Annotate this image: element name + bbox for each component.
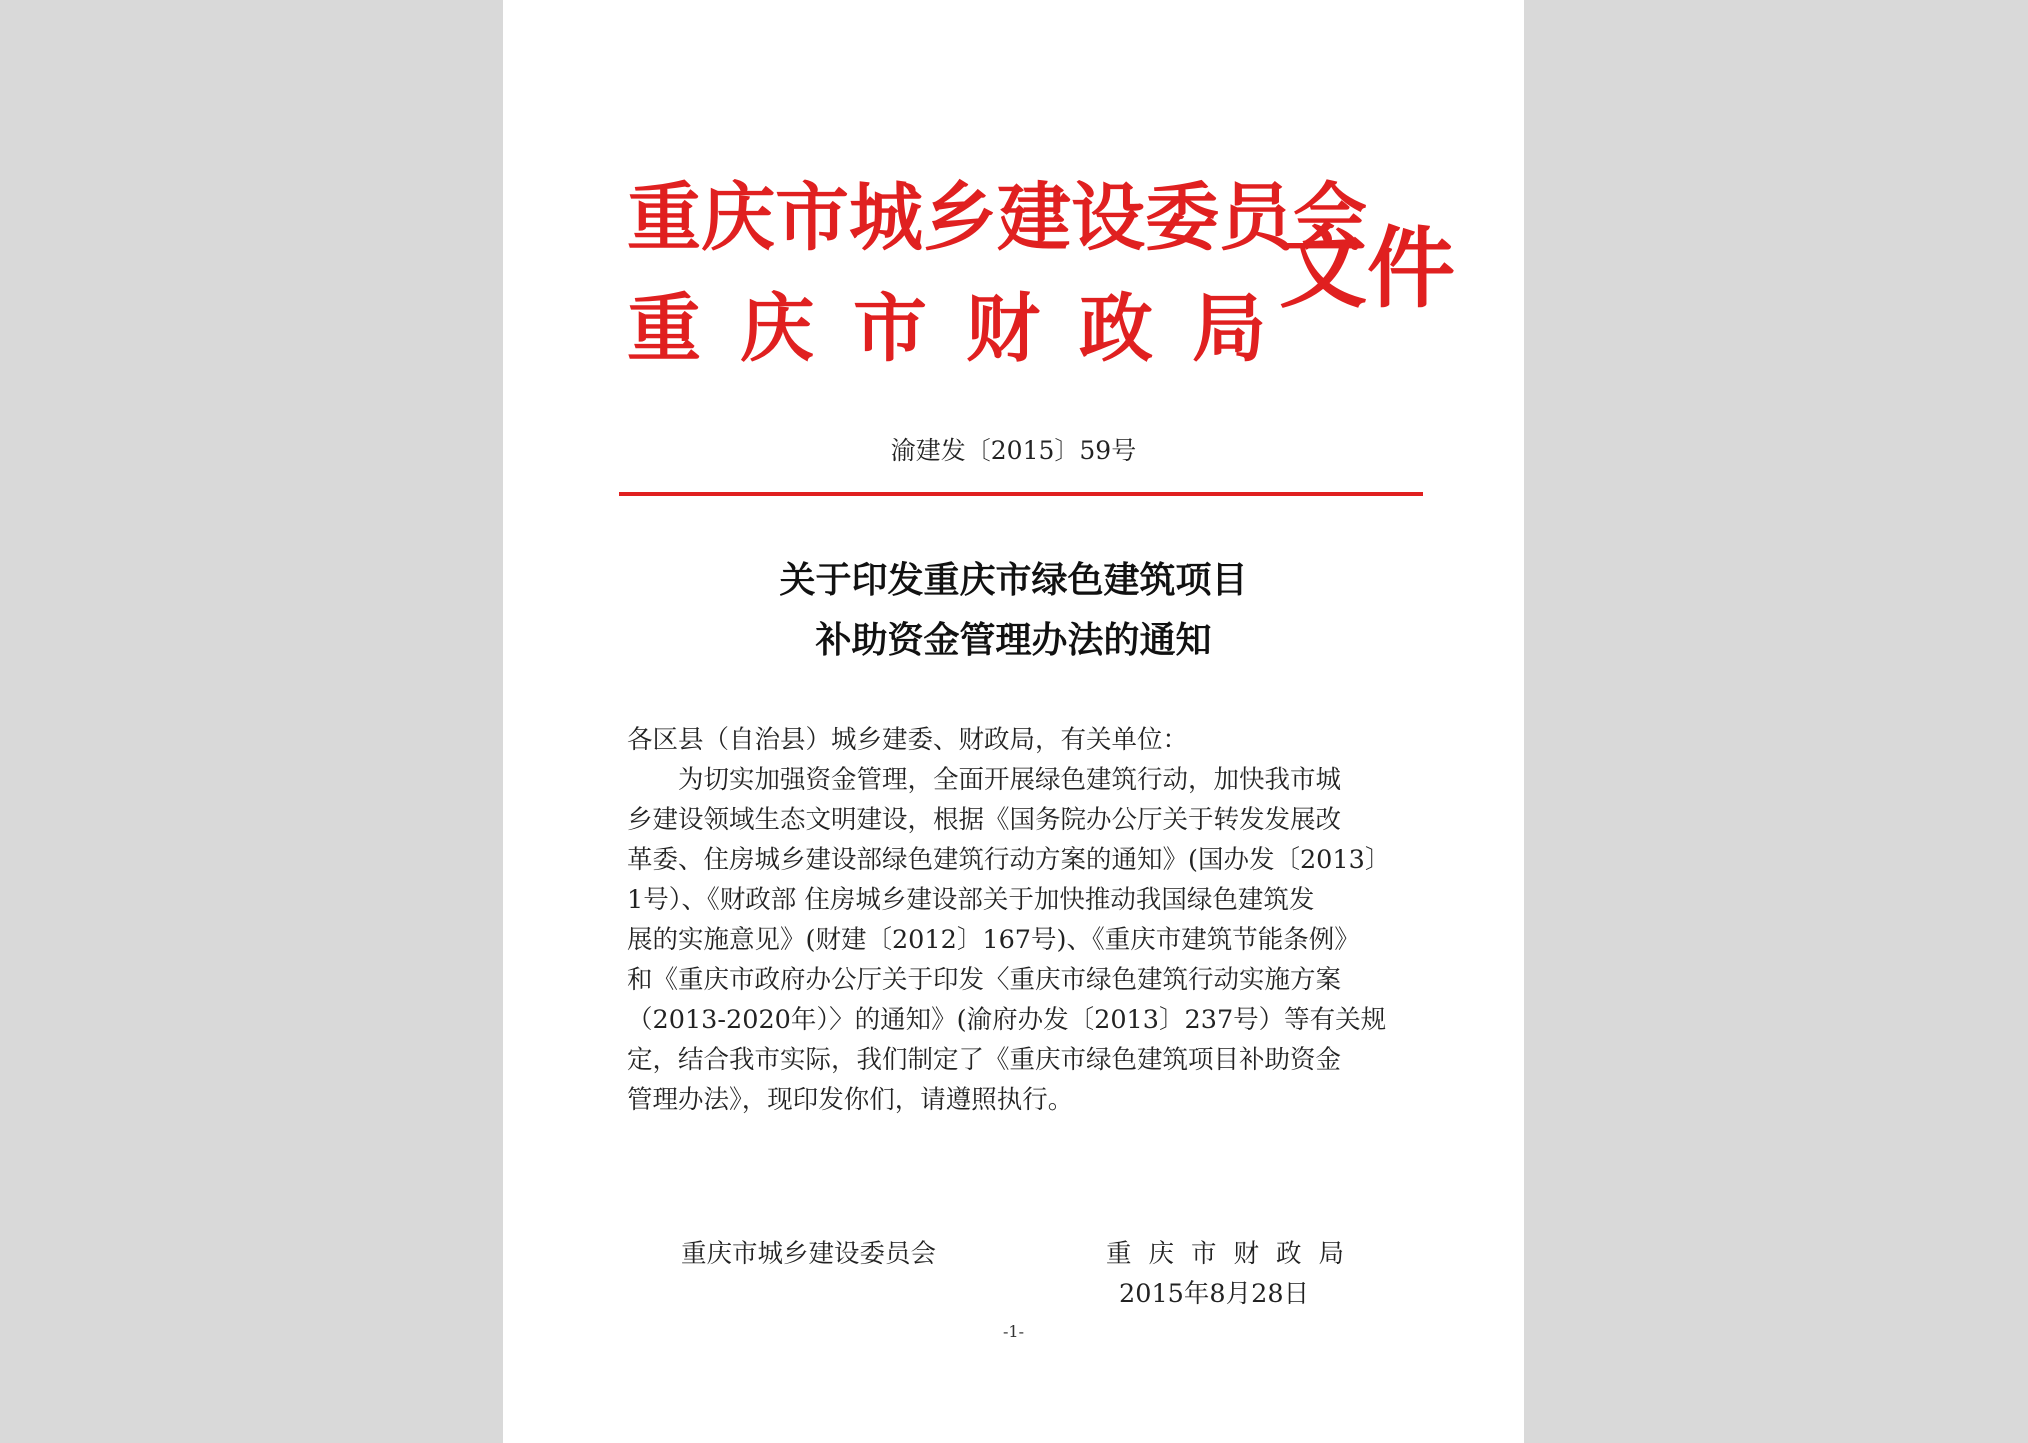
title-line-1: 关于印发重庆市绿色建筑项目 [779, 559, 1248, 601]
body-line: 定，结合我市实际，我们制定了《重庆市绿色建筑项目补助资金 [627, 1045, 1342, 1075]
body-line: （2013-2020年）〉的通知》(渝府办发〔2013〕237号）等有关规 [627, 1005, 1387, 1035]
body-line: 乡建设领域生态文明建设，根据《国务院办公厅关于转发发展改 [627, 805, 1342, 835]
body-line: 革委、住房城乡建设部绿色建筑行动方案的通知》(国办发〔2013〕 [627, 845, 1391, 875]
document-page [503, 0, 1524, 1443]
salutation: 各区县（自治县）城乡建委、财政局，有关单位： [627, 725, 1189, 755]
header-doc-type: 文件 [1279, 216, 1456, 320]
body-line: 管理办法》，现印发你们，请遵照执行。 [627, 1085, 1074, 1115]
signature-date: 2015年8月28日 [1119, 1279, 1310, 1309]
header-org-line-2: 重庆市财政局 [627, 286, 1305, 372]
title-line-2: 补助资金管理办法的通知 [815, 619, 1212, 661]
body-line: 展的实施意见》(财建〔2012〕167号)、《重庆市建筑节能条例》 [627, 925, 1360, 955]
red-divider [619, 492, 1423, 496]
page-number: -1- [1003, 1322, 1024, 1341]
body-line: 和《重庆市政府办公厅关于印发〈重庆市绿色建筑行动实施方案 [627, 965, 1342, 995]
header-org-line-1: 重庆市城乡建设委员会 [627, 175, 1367, 261]
body-line: 1号）、《财政部 住房城乡建设部关于加快推动我国绿色建筑发 [627, 885, 1315, 915]
document-number: 渝建发〔2015〕59号 [890, 436, 1137, 465]
signature-left-org: 重庆市城乡建设委员会 [681, 1239, 937, 1269]
signature-right-org: 重庆市财政局 [1106, 1239, 1362, 1269]
body-paragraph [627, 760, 1417, 1120]
body-line: 为切实加强资金管理，全面开展绿色建筑行动，加快我市城 [627, 765, 1342, 795]
